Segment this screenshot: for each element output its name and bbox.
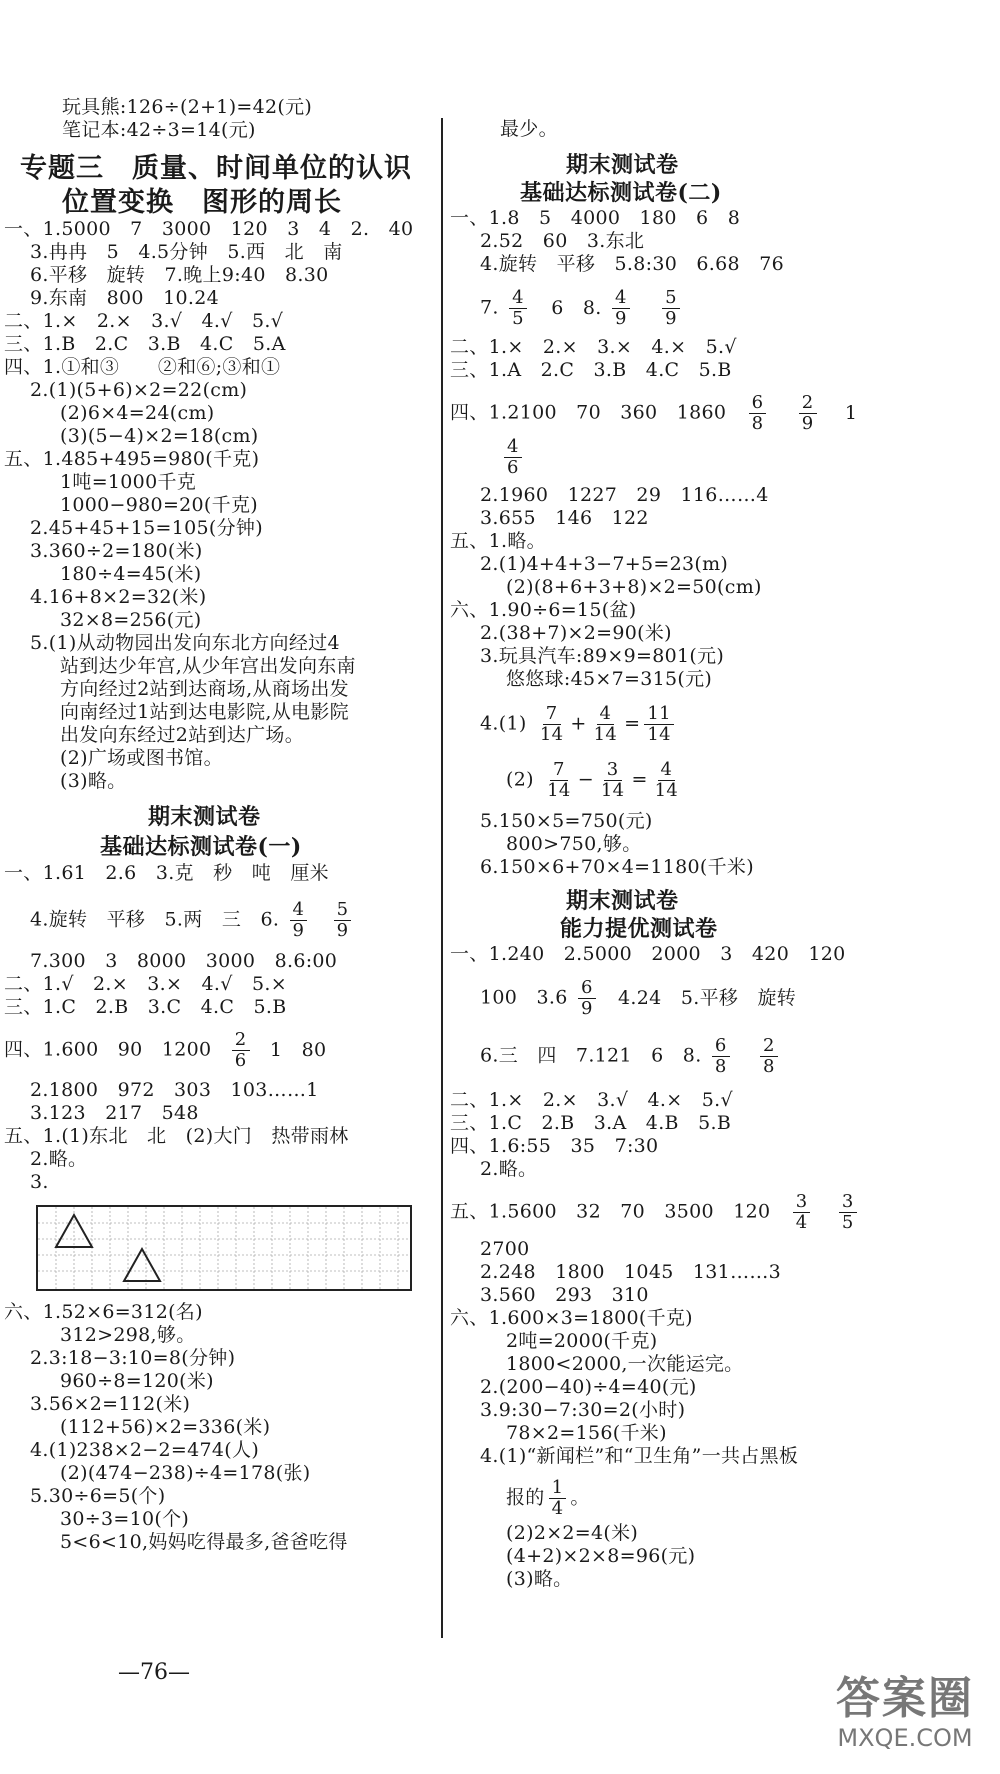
f3-s1-l3 [480,1036,782,1077]
t3-s5-l10: 站到达少年宫,从少年宫出发向东南 [60,655,356,677]
f2-s6-l2: 2.(38+7)×2=90(米) [480,622,672,644]
f2-s4-l2 [500,437,526,478]
t3-s5-l12: 向南经过1站到达电影院,从电影院 [60,701,349,723]
f2-s3: 三、1.A 2.C 3.B 4.C 5.B [450,359,732,381]
f3-s1-l3-text: 6.三 四 7.121 6 8. [480,1044,702,1067]
t3-s5-l2: 1吨=1000千克 [60,471,197,493]
f1-s6-l1: 六、1.52×6=312(名) [4,1301,203,1323]
numerator: 6 [749,393,767,414]
f3-s1-l1: 一、1.240 2.5000 2000 3 420 120 [450,943,846,965]
t3-s1-l4: 9.东南 800 10.24 [30,287,219,309]
f3-s6-l6: 78×2=156(千米) [506,1422,667,1444]
fraction [537,704,567,745]
f2-s6-l9: 6.150×6+70×4=1180(千米) [480,856,754,878]
f1-s6-l10: 30÷3=10(个) [60,1508,190,1530]
t3-s5-l3: 1000−980=20(千克) [60,494,258,516]
f1-s4-l3: 3.123 217 548 [30,1102,199,1124]
denominator: 6 [234,1050,247,1071]
denominator: 5 [512,308,524,329]
denominator: 14 [539,724,564,745]
f1-s1-l1: 一、1.61 2.6 3.克 秒 吨 厘米 [4,862,329,884]
f2-s5-l2: 2.(1)4+4+3−7+5=23(m) [480,553,729,575]
f3-s2: 二、1.× 2.× 3.√ 4.× 5.√ [450,1089,733,1111]
denominator: 14 [654,780,679,801]
f2-s1-l2: 2.52 60 3.东北 [480,230,645,252]
f3-s1-l2-text: 100 3.6 [480,986,568,1009]
f1-s6-l6: (112+56)×2=336(米) [60,1416,271,1438]
denominator: 5 [841,1212,854,1233]
denominator: 9 [801,413,814,434]
f1-s3: 三、1.C 2.B 3.C 4.C 5.B [4,996,287,1018]
t3-s5-l15: (3)略。 [60,770,127,792]
fraction [644,704,674,745]
fraction [549,1478,567,1519]
t3-s5-l11: 方向经过2站到达商场,从商场出发 [60,678,349,700]
f1-s5-l2: 2.略。 [30,1148,88,1170]
t3-s5-l14: (2)广场或图书馆。 [60,747,223,769]
f3-s6-l8 [506,1478,590,1519]
t3-s4-l1: 四、1.①和③ ②和⑥;③和① [4,356,281,378]
f1-s6-l2: 312>298,够。 [60,1324,196,1346]
t3-s5-l9: 5.(1)从动物园出发向东北方向经过4 [30,632,340,654]
f1-s1-l3: 7.300 3 8000 3000 8.6:00 [30,950,338,972]
f2-s4-l1 [450,393,857,434]
final2-title: 期末测试卷 [566,152,679,178]
fraction [799,393,817,434]
fraction [652,760,682,801]
t3-s4-l4: (3)(5−4)×2=18(cm) [60,425,259,447]
denominator: 14 [600,780,625,801]
numerator: 7 [550,760,568,781]
f3-s6-l5: 3.9:30−7:30=2(小时) [480,1399,686,1421]
fraction [334,900,352,941]
numerator: 1 [549,1478,567,1499]
f3-s6-l9: (2)2×2=4(米) [506,1522,639,1544]
f1-s6-l3: 2.3:18−3:10=8(分钟) [30,1347,236,1369]
fraction [612,288,630,329]
numerator: 2 [232,1030,250,1051]
f2-s6-l3: 3.玩具汽车:89×9=801(元) [480,645,725,667]
f3-s6-l2: 2吨=2000(千克) [506,1330,658,1352]
plus-sign: + [570,712,587,735]
f2-s5-l1: 五、1.略。 [450,530,546,552]
f2-s4-l1-text: 四、1.2100 70 360 1860 [450,401,727,424]
f2-s6-l5 [480,704,678,745]
fraction [749,393,767,434]
f2-s2: 二、1.× 2.× 3.× 4.× 5.√ [450,336,737,358]
f3-s6-l1: 六、1.600×3=1800(千克) [450,1307,693,1329]
fraction [578,978,596,1019]
topic3-title: 专题三 质量、时间单位的认识 [20,153,412,184]
fraction [591,704,621,745]
fraction [760,1036,778,1077]
fraction [793,1192,811,1233]
watermark-url: MXQE.COM [837,1724,973,1752]
t3-s5-l7: 4.16+8×2=32(米) [30,586,207,608]
triangle-grid-svg [38,1207,410,1289]
f3-s6-l8-text: 报的 [506,1486,545,1509]
t3-s5-l5: 3.360÷2=180(米) [30,540,203,562]
f3-s6-l7: 4.(1)“新闻栏”和“卫生角”一共占黑板 [480,1445,799,1467]
t3-s1-l3: 6.平移 旋转 7.晚上9:40 8.30 [30,264,329,286]
f2-s5-l3: (2)(8+6+3+8)×2=50(cm) [506,576,762,598]
f2-s6-l4: 悠悠球:45×7=315(元) [506,668,713,690]
t3-s4-l2: 2.(1)(5+6)×2=22(cm) [30,379,248,401]
fraction [598,760,628,801]
f1-s6-l8: (2)(474−238)÷4=178(张) [60,1462,311,1484]
triangle-grid-figure [36,1205,412,1291]
f1-s2: 二、1.√ 2.× 3.× 4.√ 5.× [4,973,287,995]
fraction [544,760,574,801]
denominator: 6 [507,457,519,478]
f2-s1-l3: 4.旋转 平移 5.8:30 6.68 76 [480,253,785,275]
numerator: 3 [793,1192,811,1213]
f2-s4-l1-tail: 1 [844,401,858,424]
f1-s6-l5: 3.56×2=112(米) [30,1393,191,1415]
numerator: 2 [760,1036,778,1057]
intro-line-1: 玩具熊:126÷(2+1)=42(元) [62,96,313,118]
numerator: 7 [543,704,561,725]
t3-s5-l13: 出发向东经过2站到达广场。 [60,724,304,746]
f2-s1-l1: 一、1.8 5 4000 180 6 8 [450,207,741,229]
final3-title: 期末测试卷 [566,888,679,914]
final1-title: 期末测试卷 [148,804,261,830]
f3-s6-l3: 1800<2000,一次能运完。 [506,1353,744,1375]
f1-s6-l4: 960÷8=120(米) [60,1370,214,1392]
fraction [712,1036,730,1077]
f1-s6-l9: 5.30÷6=5(个) [30,1485,166,1507]
f3-s5-l3: 2.248 1800 1045 131……3 [480,1261,782,1283]
f3-s6-l11: (3)略。 [506,1568,573,1590]
f3-s1-l2-tail: 4.24 5.平移 旋转 [618,986,797,1009]
denominator: 9 [580,998,593,1019]
t3-s1-l1: 一、1.5000 7 3000 120 3 4 2. 40 [4,218,414,240]
denominator: 9 [292,920,305,941]
denominator: 9 [665,308,677,329]
numerator: 3 [604,760,622,781]
f2-s6-l6 [506,760,685,801]
fraction [290,900,308,941]
final3-subtitle: 能力提优测试卷 [560,916,718,942]
intro-line-2: 笔记本:42÷3=14(元) [62,119,256,141]
watermark [830,1674,980,1764]
fraction [504,437,522,478]
denominator: 8 [763,1056,775,1077]
denominator: 14 [593,724,618,745]
f3-s1-l2 [480,978,796,1019]
watermark-logo: 答案圈 [836,1673,974,1724]
denominator: 14 [547,780,571,801]
f1-s4-l1-text: 四、1.600 90 1200 [4,1038,212,1061]
t3-s2: 二、1.× 2.× 3.√ 4.√ 5.√ [4,310,284,332]
t3-s5-l1: 五、1.485+495=980(千克) [4,448,260,470]
t3-s3: 三、1.B 2.C 3.B 4.C 5.A [4,333,286,355]
f3-s4-l1: 四、1.6:55 35 7:30 [450,1135,659,1157]
f1-s5-l1: 五、1.(1)东北 北 (2)大门 热带雨林 [4,1125,349,1147]
f2-s6-l5-text: 4.(1) [480,712,527,735]
final1-subtitle: 基础达标测试卷(一) [100,834,302,860]
column-divider [441,118,443,1638]
t3-s1-l2: 3.冉冉 5 4.5分钟 5.西 北 南 [30,241,343,263]
f2-s6-l6-text: (2) [506,768,534,791]
denominator: 9 [614,308,627,329]
triangle-2 [124,1249,160,1281]
numerator: 4 [658,760,676,781]
f2-s6-l7: 5.150×5=750(元) [480,810,653,832]
numerator: 4 [509,288,527,309]
f2-s4-l4: 3.655 146 122 [480,507,649,529]
f3-s4-l2: 2.略。 [480,1158,538,1180]
t3-s5-l6: 180÷4=45(米) [60,563,202,585]
f3-s6-l4: 2.(200−40)÷4=40(元) [480,1376,697,1398]
f1-s4-l2: 2.1800 972 303 103……1 [30,1079,319,1101]
numerator: 3 [839,1192,857,1213]
carry-line: 最少。 [500,118,558,140]
final2-subtitle: 基础达标测试卷(二) [520,180,722,206]
equals-sign: = [631,768,648,791]
numerator: 4 [504,437,522,458]
f1-s1-l2 [30,900,355,941]
numerator: 6 [578,978,596,999]
f2-s4-l3: 2.1960 1227 29 116……4 [480,484,769,506]
numerator: 4 [612,288,630,309]
f2-s1-l4-text: 7. [480,296,499,319]
f1-s6-l11: 5<6<10,妈妈吃得最多,爸爸吃得 [60,1531,348,1553]
f2-s1-l4-mid: 6 8. [551,296,602,319]
f1-s6-l7: 4.(1)238×2−2=474(人) [30,1439,260,1461]
fraction [662,288,680,329]
f3-s3: 三、1.C 2.B 3.A 4.B 5.B [450,1112,732,1134]
f1-s5-l3: 3. [30,1171,49,1193]
fraction [509,288,527,329]
f3-s5-l4: 3.560 293 310 [480,1284,649,1306]
f1-s1-l2-text: 4.旋转 平移 5.两 三 6. [30,908,280,931]
f2-s1-l4 [480,288,684,329]
minus-sign: − [577,768,594,791]
f3-s5-l1 [450,1192,861,1233]
f3-s6-l10: (4+2)×2×8=96(元) [506,1545,696,1567]
denominator: 9 [336,920,349,941]
equals-sign: = [624,712,641,735]
denominator: 14 [647,724,671,745]
numerator: 4 [290,900,308,921]
f3-s6-l8-tail: 。 [570,1486,590,1509]
numerator: 2 [799,393,817,414]
page-number: —76— [118,1660,190,1685]
numerator: 11 [644,704,674,725]
fraction [232,1030,250,1071]
topic3-subtitle: 位置变换 图形的周长 [62,187,342,218]
numerator: 4 [597,704,615,725]
denominator: 8 [714,1056,727,1077]
numerator: 5 [662,288,680,309]
t3-s4-l3: (2)6×4=24(cm) [60,402,215,424]
fraction [839,1192,857,1233]
denominator: 4 [551,1498,564,1519]
f3-s5-l2: 2700 [480,1238,530,1260]
f1-s4-l1 [4,1030,326,1071]
numerator: 5 [334,900,352,921]
f1-s4-l1-tail: 1 80 [269,1038,327,1061]
f2-s6-l8: 800>750,够。 [506,833,642,855]
denominator: 8 [751,413,764,434]
t3-s5-l8: 32×8=256(元) [60,609,202,631]
f3-s5-l1-text: 五、1.5600 32 70 3500 120 [450,1200,771,1223]
t3-s5-l4: 2.45+45+15=105(分钟) [30,517,263,539]
f2-s6-l1: 六、1.90÷6=15(盆) [450,599,637,621]
denominator: 4 [795,1212,808,1233]
numerator: 6 [712,1036,730,1057]
grid-lines [38,1207,410,1289]
